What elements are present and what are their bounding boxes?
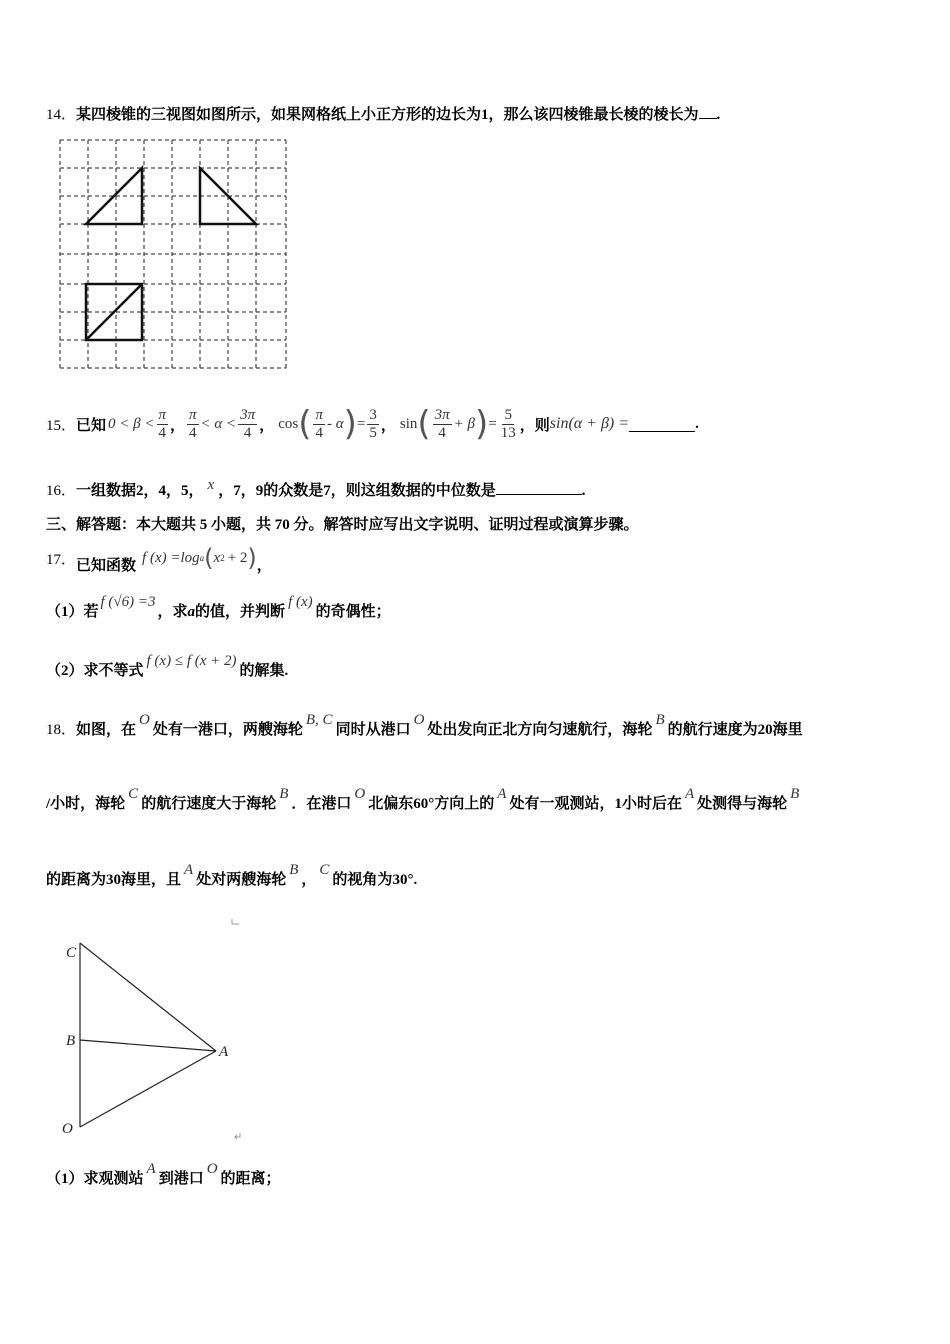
q18-angle-30: 30° <box>392 872 414 888</box>
q17-p1-text2: 的值，并判断 <box>195 604 286 620</box>
part-label: （1）若 <box>46 604 99 620</box>
q17-a: a <box>187 604 196 620</box>
q18-text: 处有一观测站， <box>509 796 615 812</box>
point-O: O <box>206 1161 218 1177</box>
q17-line: 17． 已知函数 f (x) =log a ( x 2 + 2 ) ， <box>46 544 272 574</box>
q16-end: . <box>581 483 586 499</box>
q15-beta-range: 0 < β < <box>108 415 155 432</box>
point-A: A <box>497 786 507 802</box>
question-number: 18． <box>46 722 77 738</box>
frac-3-5: $\frac{3}{5}$ <box>369 406 377 441</box>
point-A: A <box>184 862 194 878</box>
q18-text: 处对两艘海轮 <box>196 872 287 888</box>
point-A: A <box>684 786 695 802</box>
q16-seven: 7 <box>323 483 331 499</box>
line-OA <box>80 1051 216 1127</box>
q18-part1 <box>46 1161 281 1188</box>
frac-pi-4-c: $\frac{\pi}{4}$ <box>315 406 323 441</box>
q18-text: 的视角为 <box>332 872 393 888</box>
q18-speed: 20 <box>757 722 773 738</box>
q17-function: f (x) =log <box>142 549 200 566</box>
frac-pi-4: $\frac{\pi}{4}$ <box>158 406 167 441</box>
q15-target: sin(α + β) = <box>549 415 630 432</box>
line-CA <box>80 943 216 1051</box>
question-number: 14． <box>46 107 77 123</box>
section-heading <box>46 513 639 534</box>
section-title: 三、解答题：本大题共 5 小题，共 70 分。解答时应写出文字说明、证明过程或演算步骤。 <box>46 517 639 533</box>
q17-inequality: f (x) ≤ f (x + 2) <box>146 653 237 669</box>
q18-text: 北偏东 <box>368 796 414 812</box>
point-O: O <box>354 786 366 802</box>
q18-line-1 <box>46 712 803 739</box>
point-O: O <box>413 712 425 728</box>
q18-text: /小时，海轮 <box>46 796 126 812</box>
q18-text: 如图，在 <box>76 722 137 738</box>
q16-data2: ，7，9 <box>218 483 264 499</box>
q15-line: 15． 已知 0 < β < $\frac{\pi}{4}$ ， $\frac{\pi}{4}$ < α < $\frac{3\pi}{4}$ ， cos ( $\frac{\pi}{4}$ - α ) = $\frac{3}{5}$ ， sin ( $\frac{3\pi}{4}$ + β ) = $\frac{5}{13}$ ， 则 sin(α + β) = . <box>46 404 699 444</box>
q17-p2-text: 的解集. <box>239 663 289 679</box>
frac-pi-4-b: $\frac{\pi}{4}$ <box>189 406 197 441</box>
q18-text: ．在港口 <box>291 796 352 812</box>
q17-condition: f (√6) =3 <box>100 594 156 610</box>
q14-end: . <box>716 107 721 123</box>
q18-one: 1 <box>614 796 622 812</box>
label-A: A <box>219 1044 229 1060</box>
q17-arg-rest: + 2 <box>227 549 248 566</box>
q17-p1-text3: 的奇偶性； <box>315 604 391 620</box>
question-number: 15． <box>46 417 77 434</box>
q17-fx: f (x) <box>288 594 313 610</box>
q17-end: ， <box>256 557 272 574</box>
q18-text: . <box>413 872 418 888</box>
q17-square: 2 <box>220 553 225 563</box>
equals-sign-2: = <box>488 415 497 432</box>
q18-line-3 <box>46 862 418 889</box>
point-C: C <box>319 862 330 878</box>
q18-text: 的航行速度为 <box>667 722 758 738</box>
frac-3pi-4-b: $\frac{3\pi}{4}$ <box>434 406 450 441</box>
plus-beta: + β <box>453 415 475 432</box>
q18-text: 海里 <box>772 722 803 738</box>
q17-arg-x: x <box>213 549 221 566</box>
q18-p1-end: 的距离； <box>220 1171 281 1187</box>
point-C: C <box>128 786 139 802</box>
three-view-figure <box>58 138 290 374</box>
q14-line <box>46 103 720 124</box>
q15-alpha-range: < α < <box>200 415 237 432</box>
q14-one: 1 <box>481 107 489 123</box>
ship-diagram <box>58 915 248 1145</box>
q16-text: 一组数据 <box>76 483 137 499</box>
part-label: （1）求观测站 <box>46 1171 144 1187</box>
equals-sign: = <box>356 415 366 432</box>
point-B: B <box>790 786 800 802</box>
q18-p1-text: 到港口 <box>158 1171 204 1187</box>
q18-angle-60: 60° <box>413 796 435 812</box>
q18-text: 海里，且 <box>121 872 182 888</box>
q17-part2 <box>46 653 289 680</box>
frac-3pi-4: $\frac{3\pi}{4}$ <box>240 406 256 441</box>
point-B: B <box>289 862 299 878</box>
label-C: C <box>66 945 77 961</box>
q17-text: 已知函数 <box>76 557 137 574</box>
q18-thirty: 30 <box>106 872 122 888</box>
q18-text: 的距离为 <box>46 872 107 888</box>
q14-text: 某四棱锥的三视图如图所示，如果网格纸上小正方形的边长为 <box>76 107 482 123</box>
q15-end: . <box>695 415 699 432</box>
q16-text2: 的众数是 <box>263 483 324 499</box>
label-O: O <box>62 1121 73 1137</box>
q18-text: 小时后在 <box>621 796 682 812</box>
question-number: 16． <box>46 483 77 499</box>
q14-text2: ，那么该四棱锥最长棱的棱长为 <box>488 107 699 123</box>
q17-p1-text: ，求 <box>157 604 188 620</box>
cos-label: cos <box>278 415 299 432</box>
q16-x: x <box>207 477 215 493</box>
answer-blank <box>496 480 582 495</box>
minus-alpha: - α <box>326 415 344 432</box>
q18-text: 方向上的 <box>434 796 495 812</box>
answer-blank <box>699 104 717 119</box>
q18-text: ， <box>301 872 317 888</box>
q18-text: 处测得与海轮 <box>697 796 788 812</box>
sin-label: sin <box>399 415 418 432</box>
q18-text: 同时从港口 <box>335 722 411 738</box>
label-B: B <box>66 1033 76 1049</box>
q18-text: 的航行速度大于海轮 <box>141 796 277 812</box>
q15-then: 则 <box>534 417 550 434</box>
frac-5-13: $\frac{5}{13}$ <box>500 406 516 441</box>
q15-prefix: 已知 <box>76 417 107 434</box>
q16-text3: ，则这组数据的中位数是 <box>330 483 496 499</box>
point-O: O <box>139 712 150 728</box>
point-B: B <box>279 786 289 802</box>
question-number: 17． <box>46 551 77 568</box>
point-B: B <box>655 712 665 728</box>
answer-blank <box>629 417 695 432</box>
q18-text: 处有一港口，两艘海轮 <box>152 722 303 738</box>
point-A: A <box>146 1161 156 1177</box>
q17-part1 <box>46 594 391 621</box>
q17-log-base: a <box>199 553 205 563</box>
q16-data: 2，4，5， <box>136 483 204 499</box>
part-label: （2）求不等式 <box>46 663 144 679</box>
q18-line-2 <box>46 786 802 813</box>
q16-line <box>46 479 586 500</box>
q18-text: 处出发向正北方向匀速航行，海轮 <box>427 722 653 738</box>
line-BA <box>80 1040 216 1051</box>
points-BC: B, C <box>305 712 333 728</box>
